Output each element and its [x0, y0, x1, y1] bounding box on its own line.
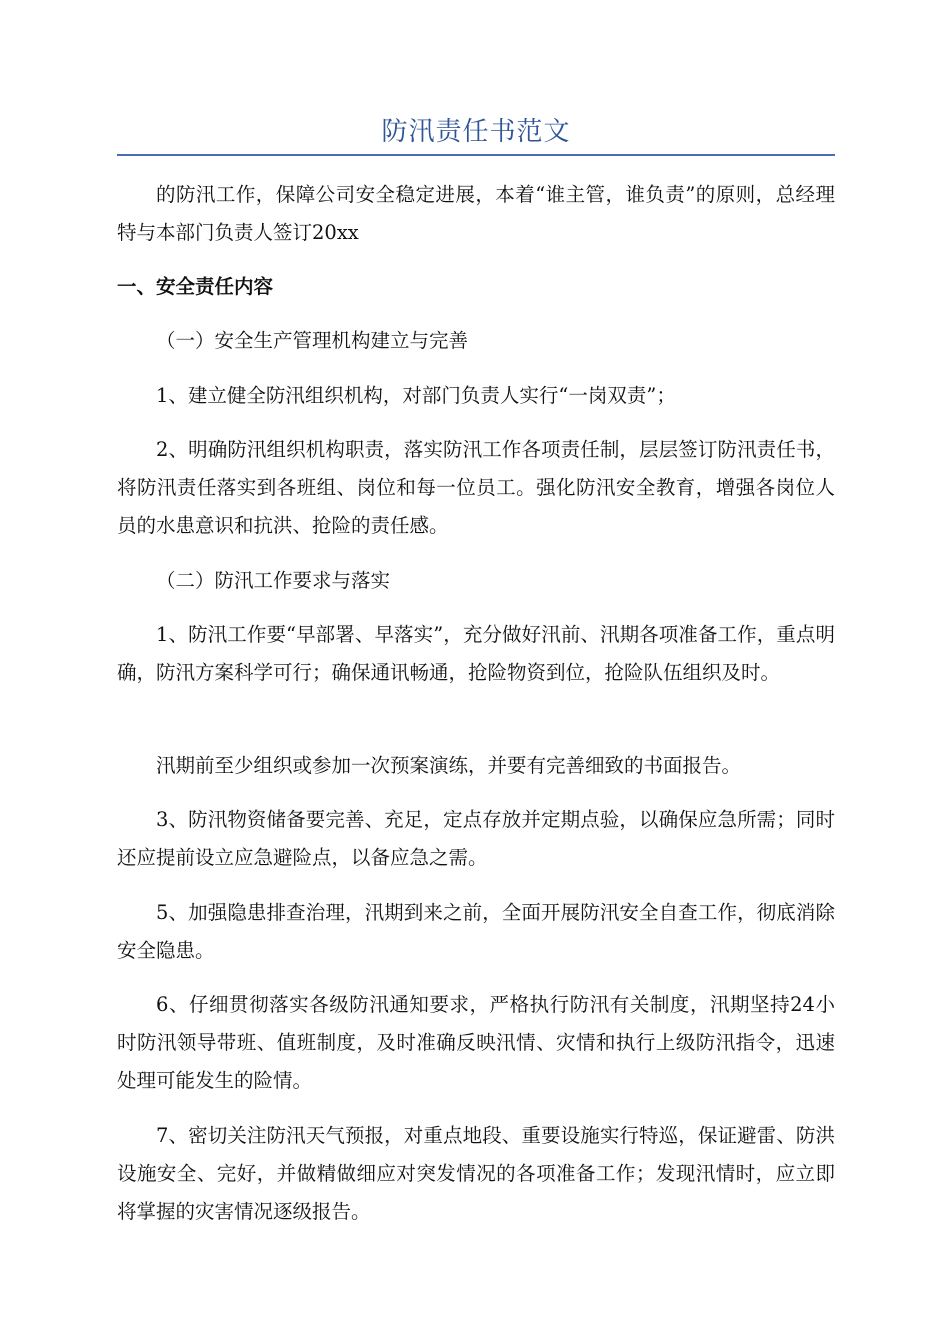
title-underline [117, 154, 835, 156]
paragraph-item-1: 1、建立健全防汛组织机构，对部门负责人实行“一岗双责”； [156, 384, 676, 407]
paragraph-requirement-6: 6、仔细贯彻落实各级防汛通知要求，严格执行防汛有关制度，汛期坚持24小时防汛领导带班、值班制度，及时准确反映汛情、灾情和执行上级防汛指令，迅速处理可能发生的险情。 [117, 993, 835, 1092]
paragraph-drill: 汛期前至少组织或参加一次预案演练，并要有完善细致的书面报告。 [156, 754, 742, 777]
paragraph-requirement-5: 5、加强隐患排查治理，汛期到来之前，全面开展防汛安全自查工作，彻底消除安全隐患。 [117, 901, 835, 962]
document-title: 防汛责任书范文 [381, 117, 571, 147]
intro-paragraph: 的防汛工作，保障公司安全稳定进展，本着“谁主管，谁负责”的原则，总经理特与本部门负责人签订20xx [117, 183, 835, 244]
section-heading-safety: 一、安全责任内容 [117, 275, 274, 298]
paragraph-requirement-1: 1、防汛工作要“早部署、早落实”，充分做好汛前、汛期各项准备工作，重点明确，防汛方案科学可行；确保通讯畅通，抢险物资到位，抢险队伍组织及时。 [117, 623, 835, 684]
subsection-heading-organization: （一）安全生产管理机构建立与完善 [156, 329, 469, 352]
subsection-heading-requirements: （二）防汛工作要求与落实 [156, 569, 391, 592]
paragraph-requirement-3: 3、防汛物资储备要完善、充足，定点存放并定期点验，以确保应急所需；同时还应提前设立应急避险点，以备应急之需。 [117, 808, 835, 869]
paragraph-requirement-7: 7、密切关注防汛天气预报，对重点地段、重要设施实行特巡，保证避雷、防洪设施安全、完好，并做精做细应对突发情况的各项准备工作；发现汛情时，应立即将掌握的灾害情况逐级报告。 [117, 1124, 835, 1223]
paragraph-item-2: 2、明确防汛组织机构职责，落实防汛工作各项责任制，层层签订防汛责任书，将防汛责任落实到各班组、岗位和每一位员工。强化防汛安全教育，增强各岗位人员的水患意识和抗洪、抢险的责任感。 [117, 438, 835, 537]
